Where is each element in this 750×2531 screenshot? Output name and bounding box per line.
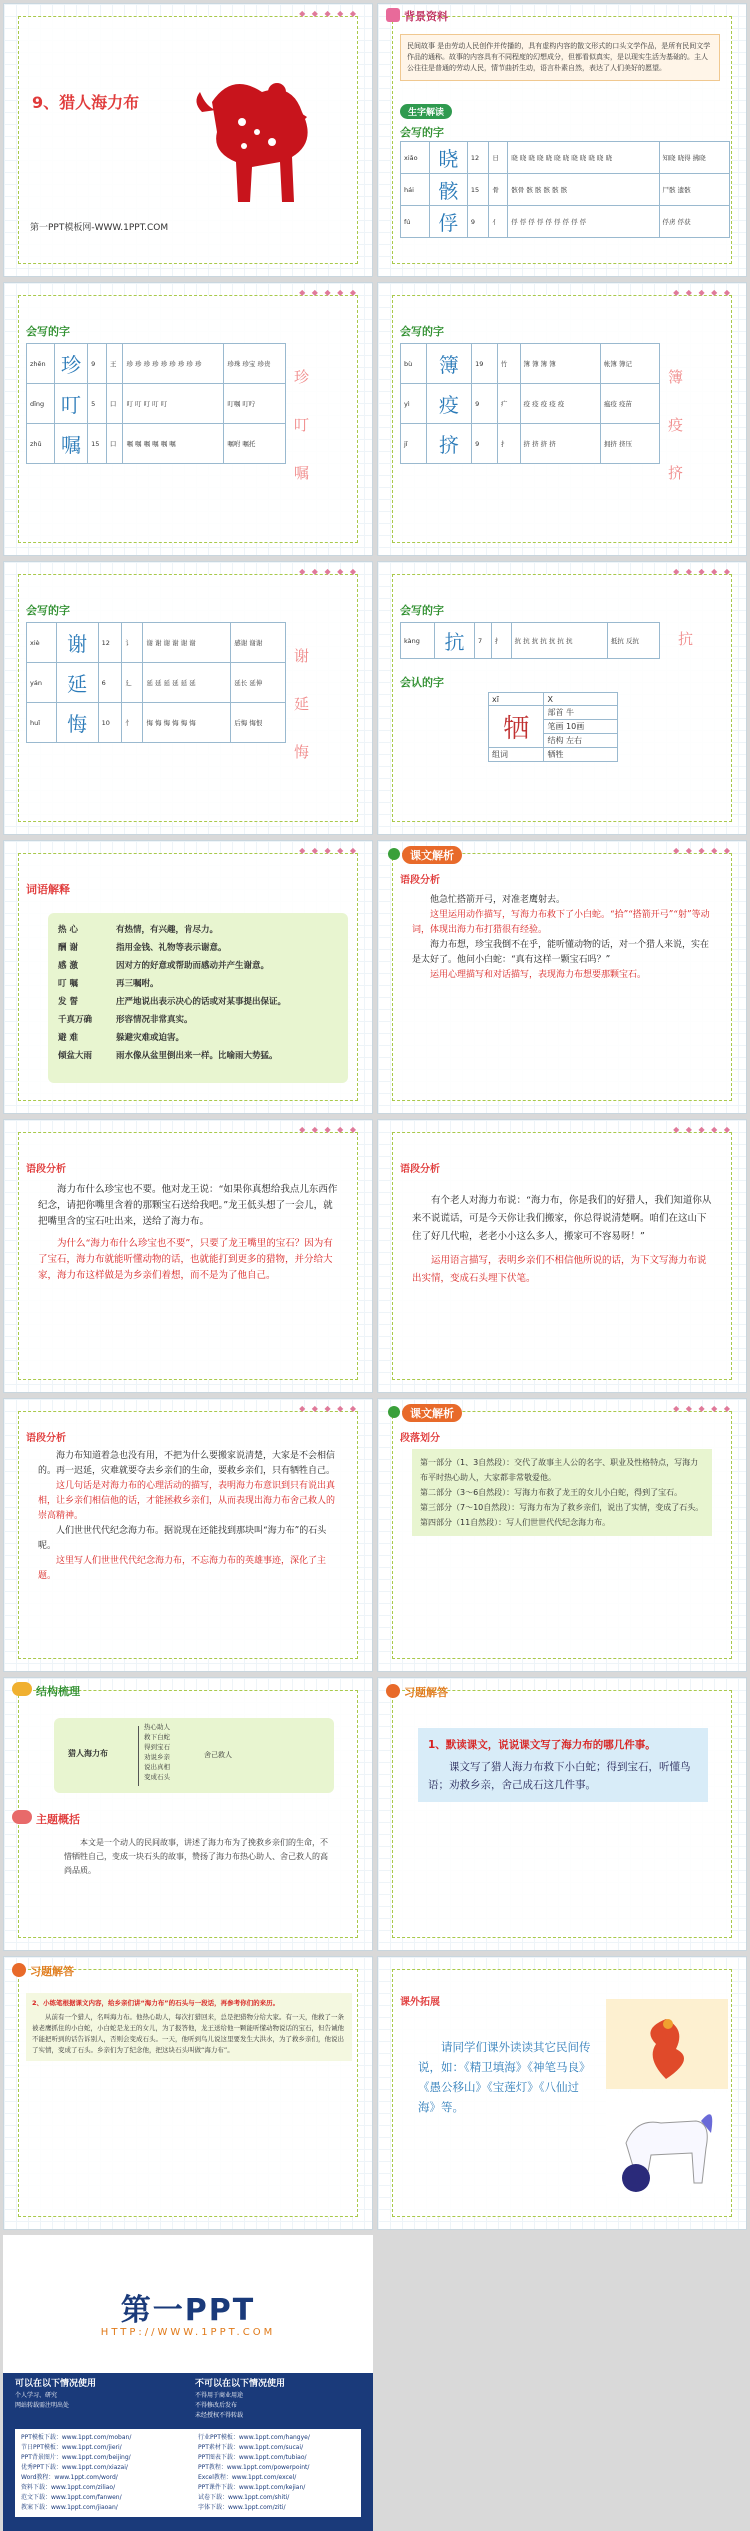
diagram-center: 猎人海力布	[68, 1749, 108, 1758]
lesson-title: 9、猎人海力布	[32, 93, 140, 112]
table-row	[27, 703, 286, 743]
radical-cell: 王	[106, 344, 123, 384]
order-cell: 骸骨 骸 骸 骸 骸 骸	[508, 174, 659, 206]
stroke-cell: 12	[98, 623, 122, 663]
char-cell: 俘	[429, 206, 467, 238]
link[interactable]: PPT课件下载：www.1ppt.com/kejian/	[198, 2484, 306, 2491]
order-cell: 悔 悔 悔 悔 悔 悔	[143, 703, 231, 743]
analysis-text: 运用语言描写，表明乡亲们不相信他所说的话，为下文写海力布说出实情，变成石头埋下伏笔。	[412, 1255, 707, 1284]
char-cell: 骸	[429, 174, 467, 206]
child-icon	[386, 1684, 400, 1698]
words-cell: 拥挤 挤压	[600, 424, 659, 464]
slide-heading: 段落划分	[400, 1433, 440, 1444]
passage-text: 海力布知道着急也没有用，不把为什么要搬家说清楚，大家是不会相信的。再一迟延，灾难就要夺去乡亲们的生命，要救乡亲们，只有牺牲自己。	[38, 1451, 336, 1476]
pinyin-cell: dīng	[27, 384, 55, 424]
list-item: 第一部分（1、3自然段）：交代了故事主人公的名字、职业及性格特点，写海力布平时热心助人，大家都非常敬爱他。	[420, 1458, 699, 1482]
char-cell: 簿	[426, 344, 471, 384]
link[interactable]: PPT教程：www.1ppt.com/powerpoint/	[198, 2464, 310, 2471]
list-item: 倾盆大雨 雨水像从盆里倒出来一样。比喻雨大势猛。	[58, 1051, 278, 1061]
radical-cell: 忄	[122, 703, 143, 743]
words-cell: 帐簿 簿记	[600, 344, 659, 384]
analysis-text: 这里运用动作描写，写海力布救下了小白蛇。“拾”“搭箭开弓”“射”等动词，体现出海力布打猎很有经验。	[412, 910, 710, 935]
list-item: 酬 谢 指用金钱、礼物等表示谢意。	[58, 943, 227, 953]
char-table	[400, 141, 730, 238]
subsection-title: 会写的字	[400, 325, 444, 338]
trace-column	[294, 353, 309, 497]
radical-cell: 廴	[122, 663, 143, 703]
order-cell: 嘱 嘱 嘱 嘱 嘱 嘱	[123, 424, 224, 464]
list-item: 个人学习、研究	[15, 2392, 58, 2399]
pinyin-cell: zhēn	[27, 344, 55, 384]
paragraph	[38, 1449, 338, 1584]
order-cell: 挤 挤 挤 挤	[520, 424, 600, 464]
subsection-title: 会写的字	[26, 325, 70, 338]
can-title: 可以在以下情况使用	[15, 2379, 97, 2389]
slide-heading: 语段分析	[26, 1164, 66, 1175]
pinyin-cell: zhǔ	[27, 424, 55, 464]
order-cell: 抗 抗 抗 抗 抗 抗 抗	[511, 623, 607, 659]
list-item: 网站转载需注明出处	[15, 2402, 70, 2409]
stroke-cell: 9	[472, 424, 498, 464]
subsection-title: 会写的字	[400, 126, 444, 139]
slide-extension	[377, 1956, 747, 2230]
leaf-icon	[388, 848, 400, 860]
list-item: 发 誓 庄严地说出表示决心的话或对某事提出保证。	[58, 997, 287, 1007]
subsection-title: 会写的字	[400, 604, 444, 617]
link[interactable]: PPT模板下载：www.1ppt.com/moban/	[21, 2434, 132, 2441]
trace-char: 抗	[678, 630, 694, 648]
table-row	[27, 424, 286, 464]
list-item: 第二部分（3～6自然段）：写海力布救了龙王的女儿小白蛇，得到了宝石。	[420, 1488, 683, 1497]
char-cell: 叮	[54, 384, 87, 424]
kids-icon	[12, 1810, 32, 1824]
link[interactable]: 优秀PPT下载：www.1ppt.com/xiazai/	[21, 2464, 128, 2471]
list-item: 第三部分（7～10自然段）：写海力布为了救乡亲们，说出了实情，变成了石头。	[420, 1503, 704, 1512]
trace-char: 珍	[294, 368, 310, 386]
slide-paragraphs: ◆ ◆ ◆ ◆ ◆ 课文解析 段落划分 第一部分（1、3自然段）：交代了故事主人公的名字、职业及性格特点，写海力布平时热心助人，大家都非常敬爱他。 第二部分（3～6自然段）：写海力布救了龙王的女儿小白蛇，得到了宝石。 第三部分（7～10自然段）：写海力布为了救乡亲们，说出了实情，变成了石头。 第四部分（11自然段）：写人们世世代代纪念海力布。	[377, 1398, 747, 1672]
slide-structure	[3, 1677, 373, 1951]
trace-char: 挤	[668, 464, 684, 482]
passage-text: 海力布什么珍宝也不要。他对龙王说：“如果你真想给我点儿东西作纪念，请把你嘴里含着的那颗宝石送给我吧。”龙王低头想了一会儿，就把嘴里含的宝石吐出来，送给了海力布。	[38, 1184, 338, 1227]
order-cell: 延 延 延 延 延 延	[143, 663, 231, 703]
slide-heading: 主题概括	[36, 1813, 80, 1826]
section-tag: 课文解析	[402, 1404, 462, 1422]
char-cell: 延	[56, 663, 98, 703]
bihua-cell: 笔画 10画	[544, 720, 618, 734]
subsection-title: 会写的字	[26, 604, 70, 617]
slide-vocab: ◆ ◆ ◆ ◆ ◆ 词语解释 热 心 有热情，有兴趣，肯尽力。 酬 谢 指用金钱、礼物等表示谢意。 感 激 因对方的好意或帮助而感动并产生谢意。 叮 嘱 再三嘱咐。 发 誓 庄严地说出表示决心的话或对某事提出保证。 千真万确 形容情况非常真实。 避 难 躲避灾难或迫害。 倾盆大雨 雨水像从盆里倒出来一样。比喻雨大势猛。	[3, 840, 373, 1114]
analysis-text: 这几句话是对海力布的心理活动的描写，表明海力布意识到只有说出真相，让乡亲们相信他的话，才能拯救乡亲们，从而表现出海力布舍己救人的崇高精神。	[38, 1481, 336, 1521]
slide-title: ◆ ◆ ◆ ◆ ◆ 9、猎人海力布 第一PPT模板网-WWW.1PPT.COM	[3, 3, 373, 277]
brand-url[interactable]: HTTP://WWW.1PPT.COM	[100, 2327, 276, 2338]
table-row	[401, 174, 730, 206]
analysis-text: 这里写人们世世代代纪念海力布，不忘海力布的英雄事迹，深化了主题。	[38, 1556, 327, 1581]
stroke-cell: 9	[467, 206, 488, 238]
table-row	[401, 424, 660, 464]
diagram-brace	[138, 1726, 139, 1786]
link[interactable]: 教案下载：www.1ppt.com/jiaoan/	[21, 2504, 118, 2511]
radical-cell: 讠	[122, 623, 143, 663]
paragraph	[412, 1192, 712, 1288]
trace-char: 延	[294, 695, 310, 713]
analysis-text: 运用心理描写和对话描写，表现海力布想要那颗宝石。	[430, 970, 647, 980]
trace-char: 簿	[668, 368, 684, 386]
link[interactable]: 试卷下载：www.1ppt.com/shiti/	[198, 2494, 290, 2501]
passage-text: 有个老人对海力布说：“海力布，你是我们的好猎人，我们知道你从来不说谎话，可是今天你让我们搬家，你总得说清楚啊。咱们在这山下住了好几代啦，老老小小这么多人，搬家可不容易呀！”	[412, 1195, 712, 1242]
link[interactable]: 字体下载：www.1ppt.com/ziti/	[198, 2504, 286, 2511]
link-list	[21, 2433, 178, 2513]
table-row	[401, 384, 660, 424]
char-cell: 晓	[429, 142, 467, 174]
slide-heading: 语段分析	[400, 875, 440, 886]
words-cell: 抵抗 反抗	[607, 623, 659, 659]
table-row	[401, 623, 660, 659]
trace-char: 悔	[294, 743, 310, 761]
stroke-cell: 12	[467, 142, 488, 174]
link[interactable]: Excel教程：www.1ppt.com/excel/	[198, 2474, 297, 2481]
answer-text: 从前有一个猎人，名叫海力布。他热心助人，每次打猎回来，总是把猎物分给大家。有一天，他救了一条被老鹰抓住的小白蛇，小白蛇是龙王的女儿，为了报答他，龙王送给他一颗能听懂动物说话的宝石，但告诫他不能把听到的话告诉别人，否则会变成石头。一天，他听到鸟儿说这里要发生大洪水，为了救乡亲们，他说出了实情，变成了石头。乡亲们为了纪念他，把这块石头叫做“海力布”。	[32, 2013, 344, 2054]
words-cell: 嘱咐 嘱托	[224, 424, 286, 464]
phoenix-illustration-icon	[606, 1999, 728, 2089]
list-item: 感 激 因对方的好意或帮助而感动并产生谢意。	[58, 961, 270, 971]
list-item: 热 心 有热情，有兴趣，肯尽力。	[58, 925, 219, 935]
link[interactable]: PPT图表下载：www.1ppt.com/tubiao/	[198, 2454, 307, 2461]
brand-panel	[3, 2235, 373, 2531]
table-row	[401, 206, 730, 238]
slide-heading: 习题解答	[30, 1965, 74, 1978]
pinyin-cell: xiǎo	[401, 142, 430, 174]
brand-logo: 第一PPT	[120, 2293, 256, 2328]
pinyin-cell: fú	[401, 206, 430, 238]
question-text: 2、小练笔根据课文内容，给乡亲们讲“海力布”的石头与一段话，再参考你们的来历。	[32, 1999, 280, 2007]
trace-column	[668, 353, 683, 497]
leaf-icon	[388, 1406, 400, 1418]
order-cell: 珍 珍 珍 珍 珍 珍 珍 珍 珍	[123, 344, 224, 384]
horse-illustration-icon	[606, 2093, 728, 2193]
bushou-cell: 部首 牛	[544, 706, 618, 720]
char-cell: 谢	[56, 623, 98, 663]
link-list	[198, 2433, 355, 2513]
slide-chars-3: ◆ ◆ ◆ ◆ ◆ 会写的字 xiè 谢 12 讠 谢 谢 谢 谢 谢 谢 感谢 谢谢 yán 延 6 廴 延 延 延 延 延 延 延长 延伸 huǐ 悔 10 忄 悔 悔 悔 悔 悔 悔 后悔 悔恨 谢 延 悔	[3, 561, 373, 835]
section-tag: 课文解析	[402, 846, 462, 864]
slide-exercise-2	[3, 1956, 373, 2230]
radical-cell: 扌	[497, 424, 520, 464]
diagram-branches: 热心助人 救下白蛇 得到宝石 劝说乡亲 说出真相 变成石头	[144, 1723, 170, 1781]
table-row	[401, 142, 730, 174]
stroke-cell: 9	[88, 344, 107, 384]
words-cell: 珍珠 珍宝 珍贵	[224, 344, 286, 384]
radical-cell: 骨	[489, 174, 508, 206]
table-row	[27, 344, 286, 384]
pinyin-cell: huǐ	[27, 703, 57, 743]
radical-cell: 扌	[491, 623, 511, 659]
char-table	[26, 622, 286, 743]
section-badge: 背景资料	[404, 10, 448, 23]
order-cell: 谢 谢 谢 谢 谢 谢	[143, 623, 231, 663]
table-row	[27, 623, 286, 663]
stroke-cell: 15	[467, 174, 488, 206]
list-item: 未经授权不得转载	[195, 2412, 244, 2419]
answer-text: 课文写了猎人海力布救下小白蛇；得到宝石，听懂鸟语；劝救乡亲，舍己成石这几件事。	[428, 1761, 691, 1791]
table-row	[27, 384, 286, 424]
stroke-cell: 7	[475, 623, 492, 659]
char-table	[400, 343, 660, 464]
question-box	[418, 1728, 708, 1802]
stroke-cell: 15	[88, 424, 107, 464]
cannot-title: 不可以在以下情况使用	[195, 2379, 286, 2389]
link[interactable]: 行业PPT模板：www.1ppt.com/hangye/	[198, 2434, 310, 2441]
slide-heading: 习题解答	[404, 1686, 448, 1699]
table-row	[27, 663, 286, 703]
radical-cell: 口	[106, 424, 123, 464]
slide-chars-1: ◆ ◆ ◆ ◆ ◆ 会写的字 zhēn 珍 9 王 珍 珍 珍 珍 珍 珍 珍 珍 珍 珍珠 珍宝 珍贵 dīng 叮 5 口 叮 叮 叮 叮 叮 叮嘱 叮咛 zhǔ 嘱 15 口 嘱 嘱 嘱 嘱 嘱 嘱 嘱咐 嘱托 珍 叮 嘱	[3, 282, 373, 556]
slide-analysis-2: ◆ ◆ ◆ ◆ ◆ 语段分析 海力布什么珍宝也不要。他对龙王说：“如果你真想给我点儿东西作纪念，请把你嘴里含着的那颗宝石送给我吧。”龙王低头想了一会儿，就把嘴里含的宝石吐出来，送给了海力布。 为什么“海力布什么珍宝也不要”，只要了龙王嘴里的宝石？因为有了宝石，海力布就能听懂动物的话，也就能打到更多的猎物，并分给大家，海力布这样做是为乡亲们着想，而不是为了他自己。	[3, 1119, 373, 1393]
char-cell: 挤	[426, 424, 471, 464]
char-cell: 珍	[54, 344, 87, 384]
table-row	[401, 344, 660, 384]
char-cell: 悔	[56, 703, 98, 743]
words-cell: 瘟疫 疫苗	[600, 384, 659, 424]
kids-icon	[12, 1682, 32, 1696]
background-text: 民间故事 是由劳动人民创作并传播的，具有虚构内容的散文形式的口头文学作品，是所有民间文学作品的通称。故事的内容具有不同程度的幻想成分，但都看似真实，是以现实生活为基础的。主人公往往是普通的劳动人民，情节曲折生动，语言朴素自然，表达了人们美好的愿望。	[400, 34, 720, 81]
stroke-cell: 19	[472, 344, 498, 384]
slide-analysis-3: ◆ ◆ ◆ ◆ ◆ 语段分析 有个老人对海力布说：“海力布，你是我们的好猎人，我们知道你从来不说谎话，可是今天你让我们搬家，你总得说清楚啊。咱们在这山下住了好几代啦，老老小小这么多人，搬家可不容易呀！” 运用语言描写，表明乡亲们不相信他所说的话，为下文写海力布说出实情，变成石头埋下伏笔。	[377, 1119, 747, 1393]
link[interactable]: Word教程：www.1ppt.com/word/	[21, 2474, 118, 2481]
slide-chars-4: ◆ ◆ ◆ ◆ ◆ 会写的字 kàng 抗 7 扌 抗 抗 抗 抗 抗 抗 抗 抵抗 反抗 抗 会认的字 xī X 牺 部首 牛 笔画 10画 结构 左右 组词 牺牲	[377, 561, 747, 835]
paragraph	[412, 893, 712, 983]
slide-heading: 语段分析	[26, 1433, 66, 1444]
pinyin-cell: xiè	[27, 623, 57, 663]
char-cell: 抗	[434, 623, 474, 659]
order-cell: 俘 俘 俘 俘 俘 俘 俘 俘 俘	[508, 206, 659, 238]
summary-text: 本文是一个动人的民间故事，讲述了海力布为了挽救乡亲们的生命，不惜牺牲自己，变成一块石头的故事，赞扬了海力布热心助人、舍己救人的高尚品质。	[64, 1838, 328, 1875]
section-tag: 生字解读	[400, 104, 452, 119]
slide-heading: 结构梳理	[36, 1685, 80, 1698]
list-item: 叮 嘱 再三嘱咐。	[58, 979, 159, 989]
words-cell: 后悔 悔恨	[231, 703, 286, 743]
slide-heading: 课外拓展	[400, 1997, 440, 2008]
passage-text: 人们世世代代纪念海力布。据说现在还能找到那块叫“海力布”的石头呢。	[38, 1526, 327, 1551]
words-cell: 尸骸 遗骸	[659, 174, 729, 206]
paragraph-list	[412, 1449, 712, 1536]
pinyin-cell: jǐ	[401, 424, 427, 464]
subsection-title: 会认的字	[400, 676, 444, 689]
stroke-cell: 10	[98, 703, 122, 743]
trace-char: 嘱	[294, 464, 310, 482]
list-item: 不得修改后发布	[195, 2402, 238, 2409]
link[interactable]: 资料下载：www.1ppt.com/ziliao/	[21, 2484, 116, 2491]
child-icon	[12, 1963, 26, 1977]
pinyin-cell: xī	[489, 693, 544, 706]
stroke-cell: 5	[88, 384, 107, 424]
list-item: 不得用于商业用途	[195, 2392, 244, 2399]
slide-background	[377, 3, 747, 277]
order-cell: 疫 疫 疫 疫 疫	[520, 384, 600, 424]
pinyin-cell: yì	[401, 384, 427, 424]
words-cell: 俘虏 俘获	[659, 206, 729, 238]
slide-analysis-4: ◆ ◆ ◆ ◆ ◆ 语段分析 海力布知道着急也没有用，不把为什么要搬家说清楚，大家是不会相信的。再一迟延，灾难就要夺去乡亲们的生命，要救乡亲们，只有牺牲自己。 这几句话是对海力布的心理活动的描写，表明海力布意识到只有说出真相，让乡亲们相信他的话，才能拯救乡亲们，从而表现出海力布舍己救人的崇高精神。 人们世世代代纪念海力布。据说现在还能找到那块叫“海力布”的石头呢。 这里写人们世世代代纪念海力布，不忘海力布的英雄事迹，深化了主题。	[3, 1398, 373, 1672]
trace-char: 叮	[294, 416, 310, 434]
slide-exercise-1	[377, 1677, 747, 1951]
trace-column	[294, 632, 309, 776]
hunter-papercut-icon	[182, 62, 332, 212]
initial-cell: X	[544, 693, 618, 706]
analysis-text: 为什么“海力布什么珍宝也不要”，只要了龙王嘴里的宝石？因为有了宝石，海力布就能听懂动物的话，也就能打到更多的猎物，并分给大家，海力布这样做是为乡亲们着想，而不是为了他自己。	[38, 1238, 333, 1281]
slide-heading: 词语解释	[26, 883, 70, 896]
pinyin-cell: hái	[401, 174, 430, 206]
pinyin-cell: bù	[401, 344, 427, 384]
vocab-list	[48, 913, 348, 1083]
stroke-cell: 6	[98, 663, 122, 703]
zuci-cell: 牺牲	[544, 748, 618, 762]
order-cell: 叮 叮 叮 叮 叮	[123, 384, 224, 424]
stroke-cell: 9	[472, 384, 498, 424]
jiegou-cell: 结构 左右	[544, 734, 618, 748]
pinyin-cell: kàng	[401, 623, 435, 659]
trace-char: 谢	[294, 647, 310, 665]
radical-cell: 竹	[497, 344, 520, 384]
question-text: 1、默读课文，说说课文写了海力布的哪几件事。	[428, 1739, 656, 1751]
words-cell: 延长 延伸	[231, 663, 286, 703]
structure-diagram	[54, 1718, 334, 1793]
recognize-card	[488, 692, 618, 762]
list-item: 第四部分（11自然段）：写人们世世代代纪念海力布。	[420, 1518, 611, 1527]
words-cell: 感谢 谢谢	[231, 623, 286, 663]
words-cell: 叮嘱 叮咛	[224, 384, 286, 424]
order-cell: 簿 簿 簿 簿	[520, 344, 600, 384]
passage-text: 他急忙搭箭开弓，对准老鹰射去。	[430, 895, 566, 905]
extension-text: 请同学们课外读读其它民间传说，如：《精卫填海》《神笔马良》《愚公移山》《宝莲灯》《八仙过海》等。	[418, 2040, 591, 2114]
link[interactable]: 节日PPT模板：www.1ppt.com/jieri/	[21, 2444, 122, 2451]
radical-cell: 日	[489, 142, 508, 174]
diagram-end: 舍己救人	[204, 1751, 232, 1759]
link[interactable]: PPT素材下载：www.1ppt.com/sucai/	[198, 2444, 304, 2451]
link[interactable]: 范文下载：www.1ppt.com/fanwen/	[21, 2494, 122, 2501]
radical-cell: 口	[106, 384, 123, 424]
list-item: 避 难 躲避灾难或迫害。	[58, 1033, 185, 1043]
words-cell: 知晓 晓得 拂晓	[659, 142, 729, 174]
link[interactable]: PPT背景图片：www.1ppt.com/beijing/	[21, 2454, 131, 2461]
char-cell: 牺	[489, 706, 544, 748]
order-cell: 晓 晓 晓 晓 晓 晓 晓 晓 晓 晓 晓 晓	[508, 142, 659, 174]
radical-cell: 亻	[489, 206, 508, 238]
slide-heading: 语段分析	[400, 1164, 440, 1175]
slide-chars-2: ◆ ◆ ◆ ◆ ◆ 会写的字 bù 簿 19 竹 簿 簿 簿 簿 帐簿 簿记 yì 疫 9 疒 疫 疫 疫 疫 疫 瘟疫 疫苗 jǐ 挤 9 扌 挤 挤 挤 挤 拥挤 挤压 簿 疫 挤	[377, 282, 747, 556]
license-box	[3, 2373, 373, 2531]
zuci-label: 组词	[489, 748, 544, 762]
char-cell: 疫	[426, 384, 471, 424]
exercise-box	[26, 1993, 352, 2061]
char-table	[400, 622, 660, 659]
slide-analysis-1: ◆ ◆ ◆ ◆ ◆ 课文解析 语段分析 他急忙搭箭开弓，对准老鹰射去。 这里运用动作描写，写海力布救下了小白蛇。“拾”“搭箭开弓”“射”等动词，体现出海力布打猎很有经验。 海力布想，珍宝我倒不在乎，能听懂动物的话，对一个猎人来说，实在是太好了。他问小白蛇：“真有这样一颗宝石吗？” 运用心理描写和对话描写，表现海力布想要那颗宝石。	[377, 840, 747, 1114]
slide-footer: 第一PPT模板网-WWW.1PPT.COM	[30, 223, 169, 233]
paragraph	[38, 1182, 338, 1284]
char-table	[26, 343, 286, 464]
pinyin-cell: yán	[27, 663, 57, 703]
radical-cell: 疒	[497, 384, 520, 424]
list-item: 千真万确 形容情况非常真实。	[58, 1015, 193, 1025]
passage-text: 海力布想，珍宝我倒不在乎，能听懂动物的话，对一个猎人来说，实在是太好了。他问小白蛇：“真有这样一颗宝石吗？”	[412, 940, 710, 965]
char-cell: 嘱	[54, 424, 87, 464]
book-icon	[386, 8, 400, 22]
trace-char: 疫	[668, 416, 684, 434]
